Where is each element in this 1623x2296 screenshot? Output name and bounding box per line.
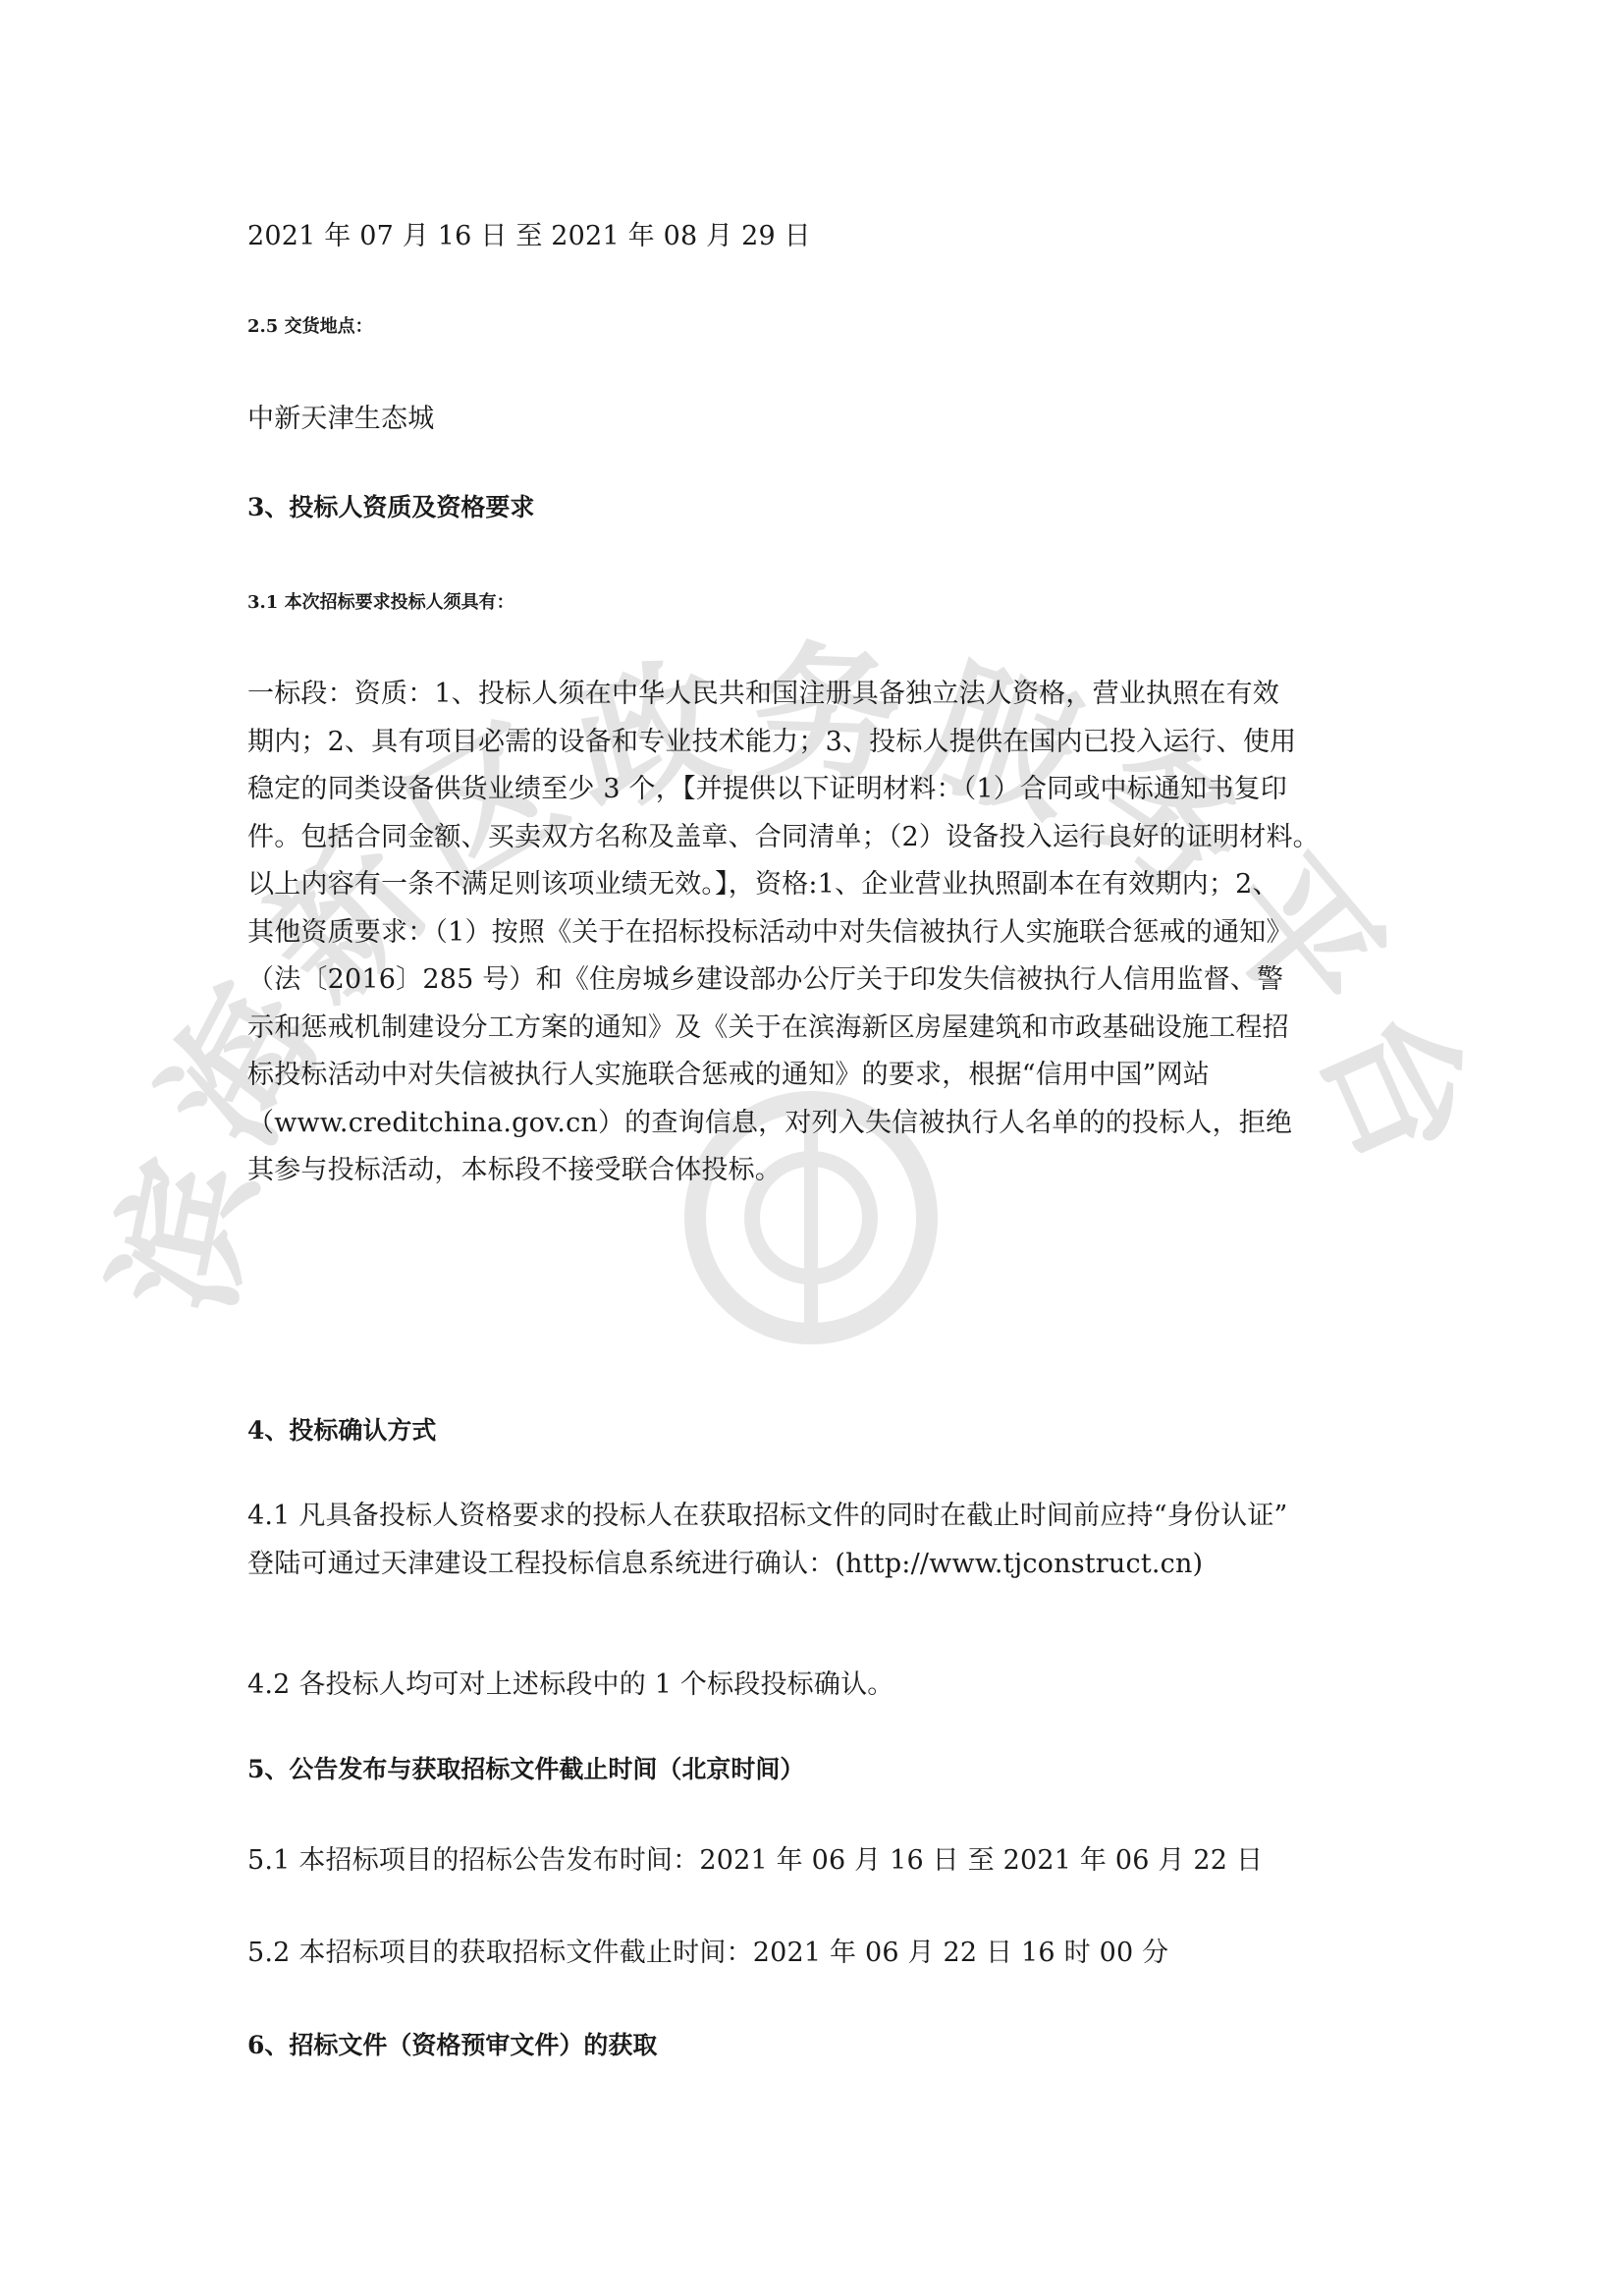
section-3-heading: 3、投标人资质及资格要求 <box>247 493 535 521</box>
qualification-line: 件。包括合同金额、买卖双方名称及盖章、合同清单；（2）设备投入运行良好的证明材料。 <box>247 821 1320 852</box>
qualification-line: （法〔2016〕285 号）和《住房城乡建设部办公厅关于印发失信被执行人信用监督、警 <box>247 964 1284 995</box>
section-5-2: 5.2 本招标项目的获取招标文件截止时间：2021 年 06 月 22 日 16 时 00 分 <box>247 1938 1169 1968</box>
qualification-line: 其参与投标活动，本标段不接受联合体投标。 <box>247 1155 782 1185</box>
section-2-5-heading: 2.5 交货地点： <box>247 316 373 337</box>
qualification-line: 其他资质要求：（1）按照《关于在招标投标活动中对失信被执行人实施联合惩戒的通知》 <box>247 916 1293 948</box>
section-6-heading: 6、招标文件（资格预审文件）的获取 <box>247 2031 658 2059</box>
section-4-1-line: 4.1 凡具备投标人资格要求的投标人在获取招标文件的同时在截止时间前应持“身份认证” <box>247 1501 1288 1531</box>
qualification-line: 标投标活动中对失信被执行人实施联合惩戒的通知》的要求，根据“信用中国”网站 <box>247 1060 1211 1090</box>
qualification-line: （www.creditchina.gov.cn）的查询信息，对列入失信被执行人名单的的投标人，拒绝 <box>247 1107 1293 1138</box>
section-5-heading: 5、公告发布与获取招标文件截止时间（北京时间） <box>247 1755 805 1783</box>
qualification-line: 期内；2、具有项目必需的设备和专业技术能力；3、投标人提供在国内已投入运行、使用 <box>247 726 1297 757</box>
section-4-1-line: 登陆可通过天津建设工程投标信息系统进行确认：(http://www.tjconstruct.cn) <box>247 1548 1204 1579</box>
section-3-1-heading: 3.1 本次招标要求投标人须具有： <box>247 592 514 613</box>
qualification-line: 一标段：资质：1、投标人须在中华人民共和国注册具备独立法人资格，营业执照在有效 <box>247 679 1279 709</box>
qualification-line: 示和惩戒机制建设分工方案的通知》及《关于在滨海新区房屋建筑和市政基础设施工程招 <box>247 1011 1289 1043</box>
section-5-1: 5.1 本招标项目的招标公告发布时间：2021 年 06 月 16 日 至 2021 年 06 月 22 日 <box>247 1845 1264 1876</box>
qualification-line: 稳定的同类设备供货业绩至少 3 个，【并提供以下证明材料：（1）合同或中标通知书复印 <box>247 774 1287 804</box>
watermark-arc-text: 滨海新区政务服务平台 <box>88 628 1511 1325</box>
section-4-1-paragraph <box>247 1493 1386 1588</box>
qualification-paragraph <box>247 671 1386 1195</box>
qualification-line: 以上内容有一条不满足则该项业绩无效。】，资格:1、企业营业执照副本在有效期内；2、 <box>247 869 1279 900</box>
delivery-location: 中新天津生态城 <box>247 404 435 434</box>
section-4-2: 4.2 各投标人均可对上述标段中的 1 个标段投标确认。 <box>247 1669 894 1700</box>
delivery-period: 2021 年 07 月 16 日 至 2021 年 08 月 29 日 <box>247 221 811 251</box>
section-4-heading: 4、投标确认方式 <box>247 1416 437 1445</box>
